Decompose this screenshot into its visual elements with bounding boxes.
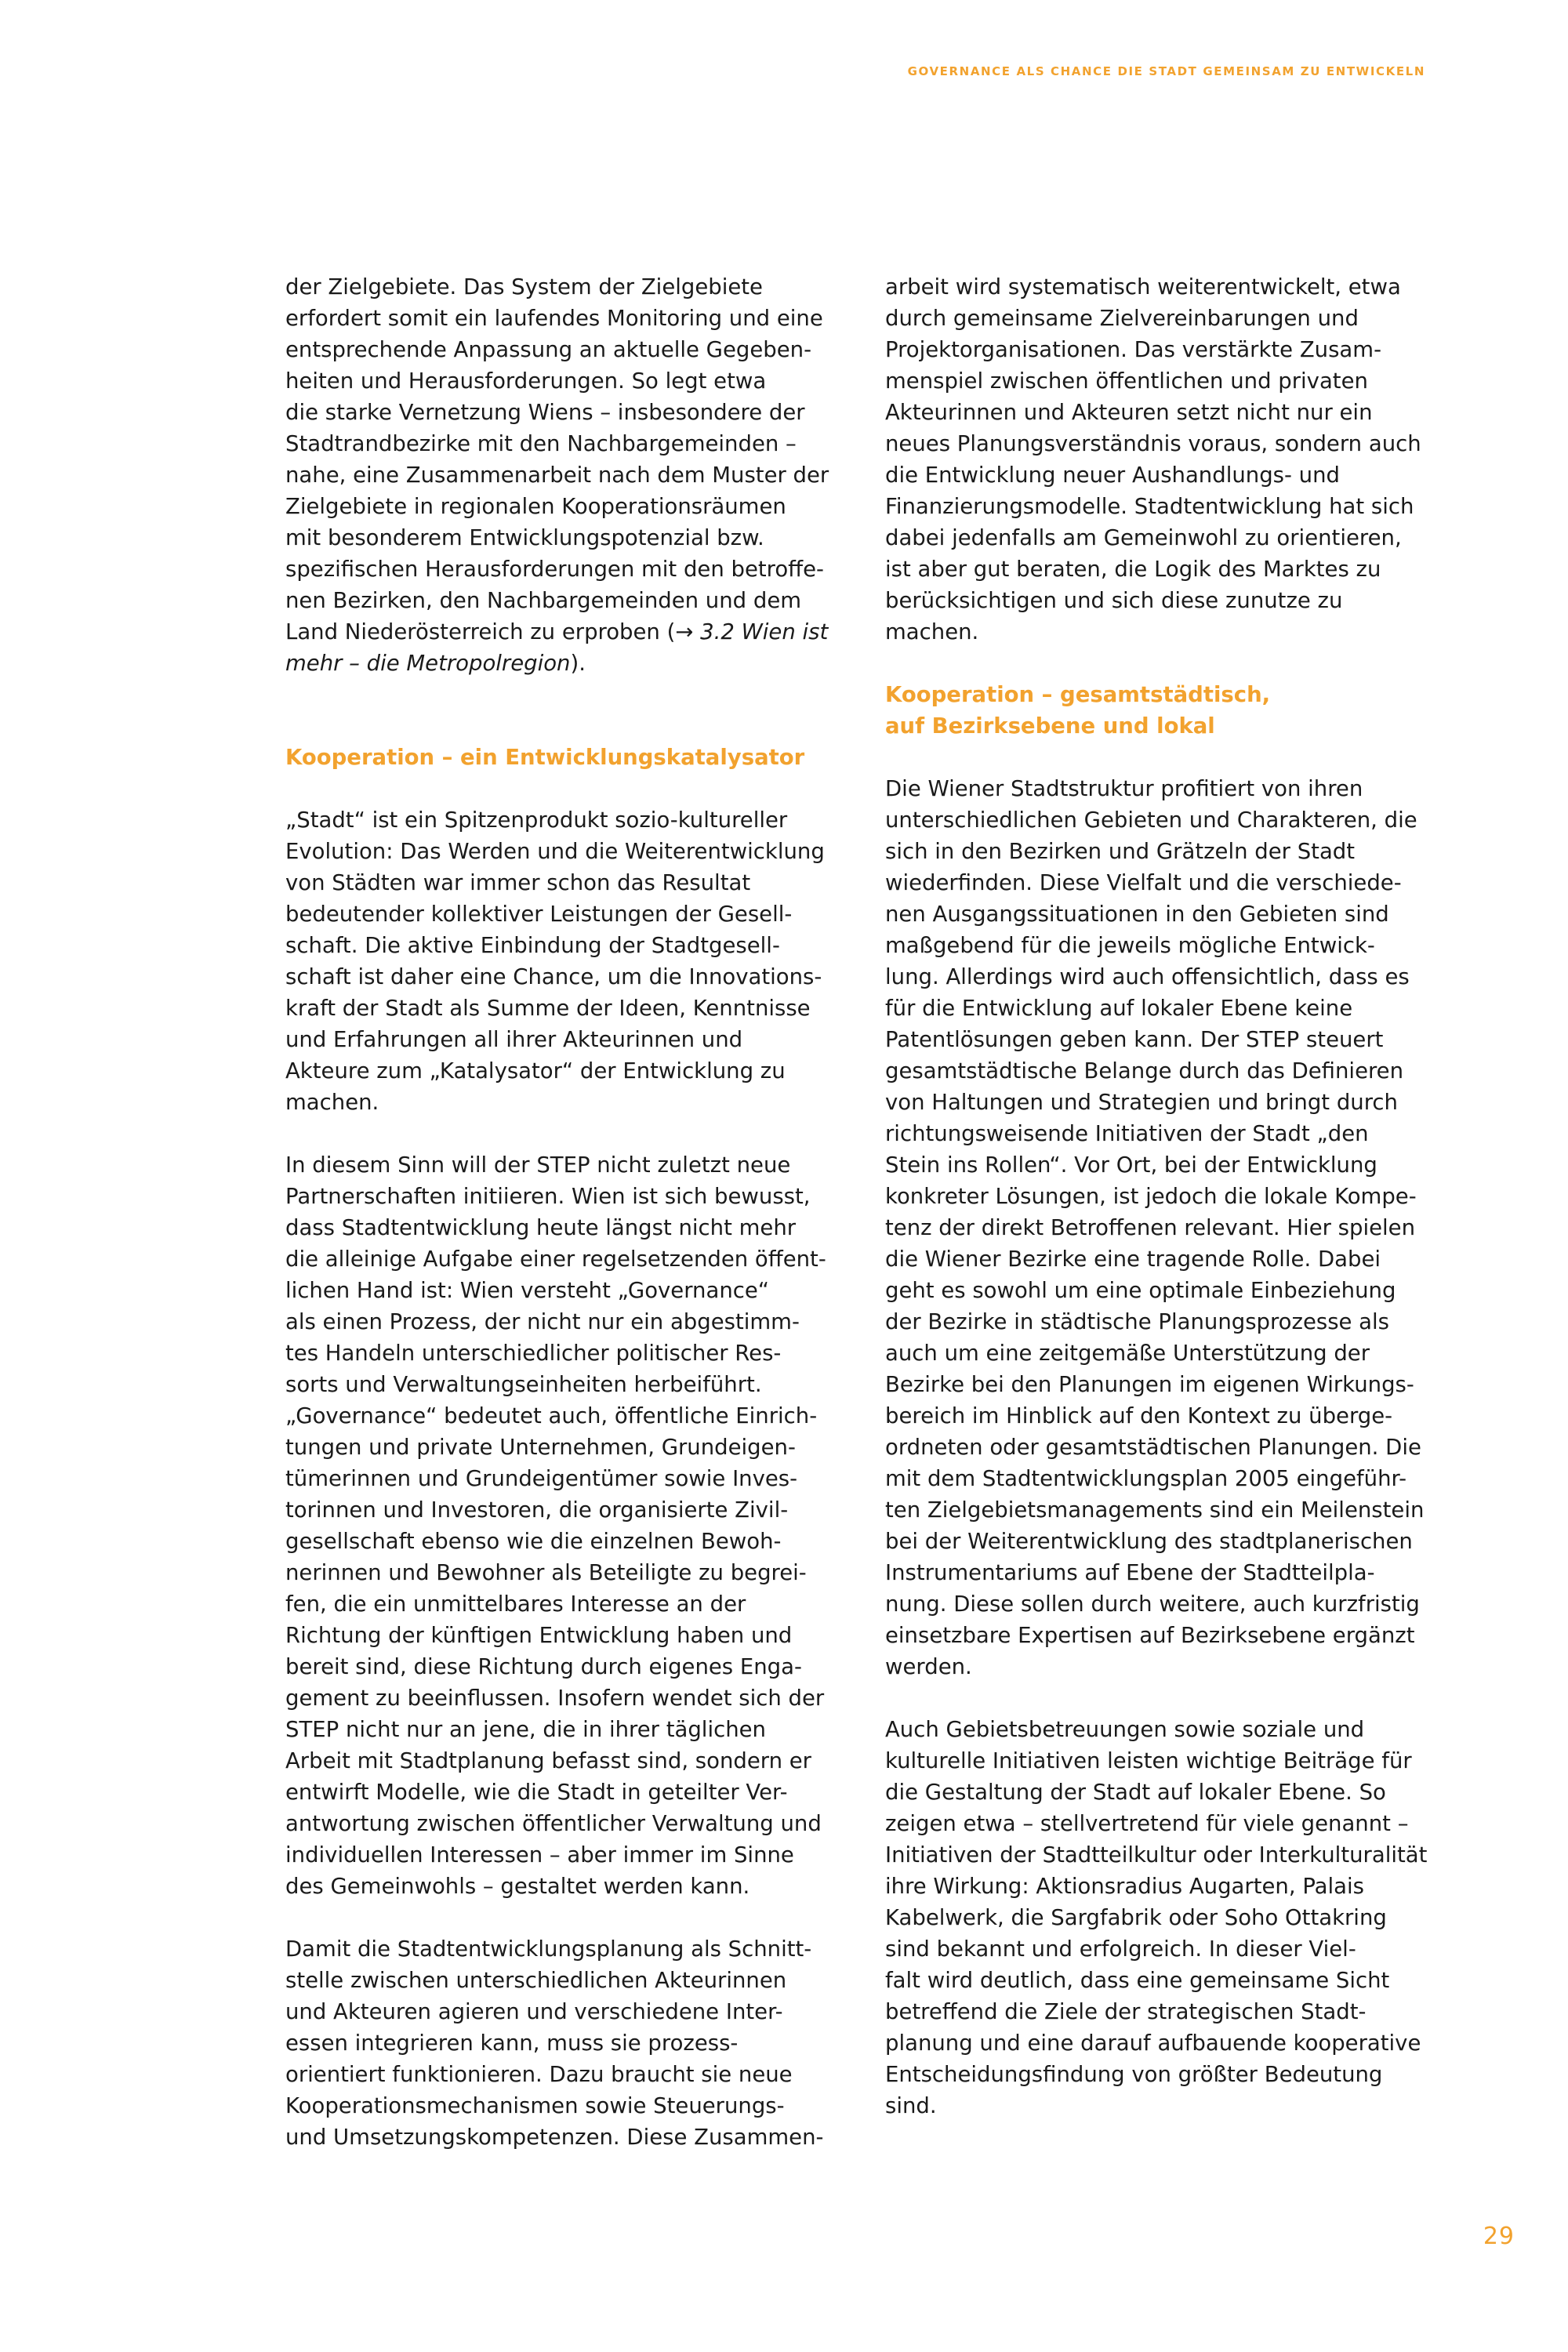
cross-reference-link[interactable]: → 3.2 Wien ist mehr – die Metropolregion [285,619,829,676]
intro-paragraph-end: ). [570,651,586,676]
paragraph: In diesem Sinn will der STEP nicht zuletzt neue Partnerschaften initiieren. Wien ist sich bewusst, dass Stadtentwicklung heute längst nicht mehr die alleinige Aufgabe einer regelsetzenden öffent- lichen Hand ist: Wien versteht „Governance“ als einen Prozess, der nicht nur ein abgestimm- tes Handeln unterschiedlicher politischer Res- sorts und Verwaltungseinheiten herbeiführt. „Governance“ bedeutet auch, öffentliche Einrich- tungen und private Unternehmen, Grundeigen- tümerinnen und Grundeigentümer sowie Inves- torinnen und Investoren, die organisierte Zivil- gesellschaft ebenso wie die einzelnen Bewoh- nerinnen und Bewohner als Beteiligte zu begrei- fen, die ein unmittelbares Interesse an der Richtung der künftigen Entwicklung haben und bereit sind, diese Richtung durch eigenes Enga- gement zu beeinflussen. Insofern wendet sich der STEP nicht nur an jene, die in ihrer täglichen Arbeit mit Stadtplanung befasst sind, sondern er entwirft Modelle, wie die Stadt in geteilter Ver- antwortung zwischen öffentlicher Verwaltung und individuellen Interessen – aber immer im Sinne des Gemeinwohls – gestaltet werden kann. [285,1152,826,1899]
paragraph: Auch Gebietsbetreuungen sowie soziale und kulturelle Initiativen leisten wichtige Beiträge für die Gestaltung der Stadt auf lokaler Ebene. So zeigen etwa – stellvertretend für viele genannt – Initiativen der Stadtteilkultur oder Interkulturalität ihre Wirkung: Aktionsradius Augarten, Palais Kabelwerk, die Sargfabrik oder Soho Ottakring sind bekannt und erfolgreich. In dieser Viel- falt wird deutlich, dass eine gemeinsame Sicht betreffend die Ziele der strategischen Stadt- planung und eine darauf aufbauende kooperative Entscheidungsfindung von größter Bedeutung sind. [885,1717,1428,2118]
intro-paragraph-text: der Zielgebiete. Das System der Zielgebiete erfordert somit ein laufendes Monitoring und eine entsprechende Anpassung an aktuelle Gegeben- heiten und Herausforderungen. So legt etwa die starke Vernetzung Wiens – insbesondere der Stadtrandbezirke mit den Nachbargemeinden – nahe, eine Zusammenarbeit nach dem Muster der Zielgebiete in regionalen Kooperationsräumen mit besonderem Entwicklungspotenzial bzw. spezifischen Herausforderungen mit den betroffe- nen Bezirken, den Nachbargemeinden und dem Land Niederösterreich zu erproben ( [285,274,829,644]
section-heading-bezirksebene: Kooperation – gesamtstädtisch, auf Bezirksebene und lokal [885,682,1271,739]
left-column [285,271,834,2153]
paragraph: „Stadt“ ist ein Spitzenprodukt sozio-kultureller Evolution: Das Werden und die Weiterentwicklung von Städten war immer schon das Resultat bedeutender kollektiver Leistungen der Gesell- schaft. Die aktive Einbindung der Stadtgesell- schaft ist daher eine Chance, um die Innovations- kraft der Stadt als Summe der Ideen, Kenntnisse und Erfahrungen all ihrer Akteurinnen und Akteure zum „Katalysator“ der Entwicklung zu machen. [285,808,825,1115]
intro-paragraph [285,271,834,679]
paragraph: Damit die Stadtentwicklungsplanung als Schnitt- stelle zwischen unterschiedlichen Akteurinnen und Akteuren agieren und verschiedene Inter- essen integrieren kann, muss sie prozess- orientiert funktionieren. Dazu braucht sie neue Kooperationsmechanismen sowie Steuerungs- und Umsetzungskompetenzen. Diese Zusammen- [285,1936,824,2150]
paragraph: Die Wiener Stadtstruktur profitiert von ihren unterschiedlichen Gebieten und Charakteren, die sich in den Bezirken und Grätzeln der Stadt wiederfinden. Diese Vielfalt und die verschiede- nen Ausgangssituationen in den Gebieten sind maßgebend für die jeweils mögliche Entwick- lung. Allerdings wird auch offensichtlich, dass es für die Entwicklung auf lokaler Ebene keine Patentlösungen geben kann. Der STEP steuert gesamtstädtische Belange durch das Definieren von Haltungen und Strategien und bringt durch richtungsweisende Initiativen der Stadt „den Stein ins Rollen“. Vor Ort, bei der Entwicklung konkreter Lösungen, ist jedoch die lokale Kompe- tenz der direkt Betroffenen relevant. Hier spielen die Wiener Bezirke eine tragende Rolle. Dabei geht es sowohl um eine optimale Einbeziehung der Bezirke in städtische Planungsprozesse als auch um eine zeitgemäße Unterstützung der Bezirke bei den Planungen im eigenen Wirkungs- bereich im Hinblick auf den Kontext zu überge- ordneten oder gesamtstädtischen Planungen. Die mit dem Stadtentwicklungsplan 2005 eingeführ- ten Zielgebietsmanagements sind ein Meilenstein bei der Weiterentwicklung des stadtplanerischen Instrumentariums auf Ebene der Stadtteilpla- nung. Diese sollen durch weitere, auch kurzfristig einsetzbare Expertisen auf Bezirksebene ergänzt werden. [885,776,1425,1679]
section-heading-katalysator: Kooperation – ein Entwicklungskatalysator [285,745,805,770]
intro-paragraph-right: arbeit wird systematisch weiterentwickelt, etwa durch gemeinsame Zielvereinbarungen und Projektorganisationen. Das verstärkte Zusam- menspiel zwischen öffentlichen und privaten Akteurinnen und Akteuren setzt nicht nur ein neues Planungsverständnis voraus, sondern auch die Entwicklung neuer Aushandlungs- und Finanzierungsmodelle. Stadtentwicklung hat sich dabei jedenfalls am Gemeinwohl zu orientieren, ist aber gut beraten, die Logik des Marktes zu berücksichtigen und sich diese zunutze zu machen. [885,274,1421,644]
running-header: GOVERNANCE ALS CHANCE DIE STADT GEMEINSAM ZU ENTWICKELN [907,64,1425,78]
right-column [885,271,1450,2122]
page-number: 29 [1483,2223,1515,2250]
